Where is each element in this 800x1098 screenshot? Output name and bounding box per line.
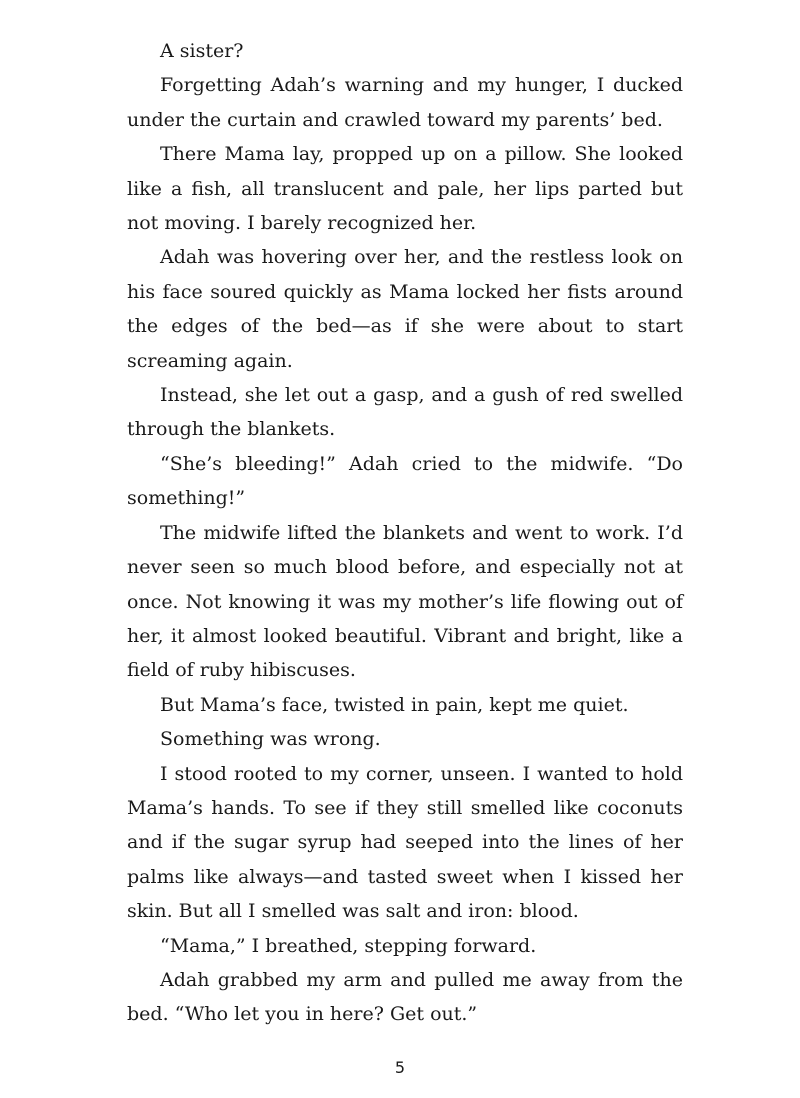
paragraph: A sister? [160, 40, 244, 62]
paragraph: I stood rooted to my corner, unseen. I wanted to hold Mama’s hands. To see if they still smelled like coconuts and if the sugar syrup had seeped into the lines of her palms like always—and tasted sweet when I kissed her skin. But all I smelled was salt and iron: blood. [127, 762, 683, 923]
body-text [127, 34, 683, 1032]
paragraph: “Mama,” I breathed, stepping forward. [160, 934, 537, 957]
paragraph: There Mama lay, propped up on a pillow. She looked like a fish, all translucent and pale, her lips parted but not moving. I barely recognized her. [127, 143, 683, 235]
paragraph: But Mama’s face, twisted in pain, kept me quiet. [160, 693, 629, 716]
paragraph: The midwife lifted the blankets and went to work. I’d never seen so much blood before, and especially not at once. Not knowing it was my mother’s life flowing out of her, it almost looked beautiful. Vibrant and bright, like a field of ruby hibiscuses. [127, 521, 683, 682]
paragraph: “She’s bleeding!” Adah cried to the midwife. “Do something!” [127, 452, 683, 510]
page-number: 5 [394, 1058, 406, 1077]
paragraph: Instead, she let out a gasp, and a gush of red swelled through the blankets. [127, 384, 683, 441]
paragraph: Forgetting Adah’s warning and my hunger, I ducked under the curtain and crawled toward my parents’ bed. [127, 74, 683, 131]
paragraph: Something was wrong. [160, 728, 381, 751]
paragraph: Adah was hovering over her, and the restless look on his face soured quickly as Mama locked her fists around the edges of the bed—as if she were about to start screaming again. [127, 246, 683, 372]
paragraph: Adah grabbed my arm and pulled me away from the bed. “Who let you in here? Get out.” [127, 968, 683, 1026]
